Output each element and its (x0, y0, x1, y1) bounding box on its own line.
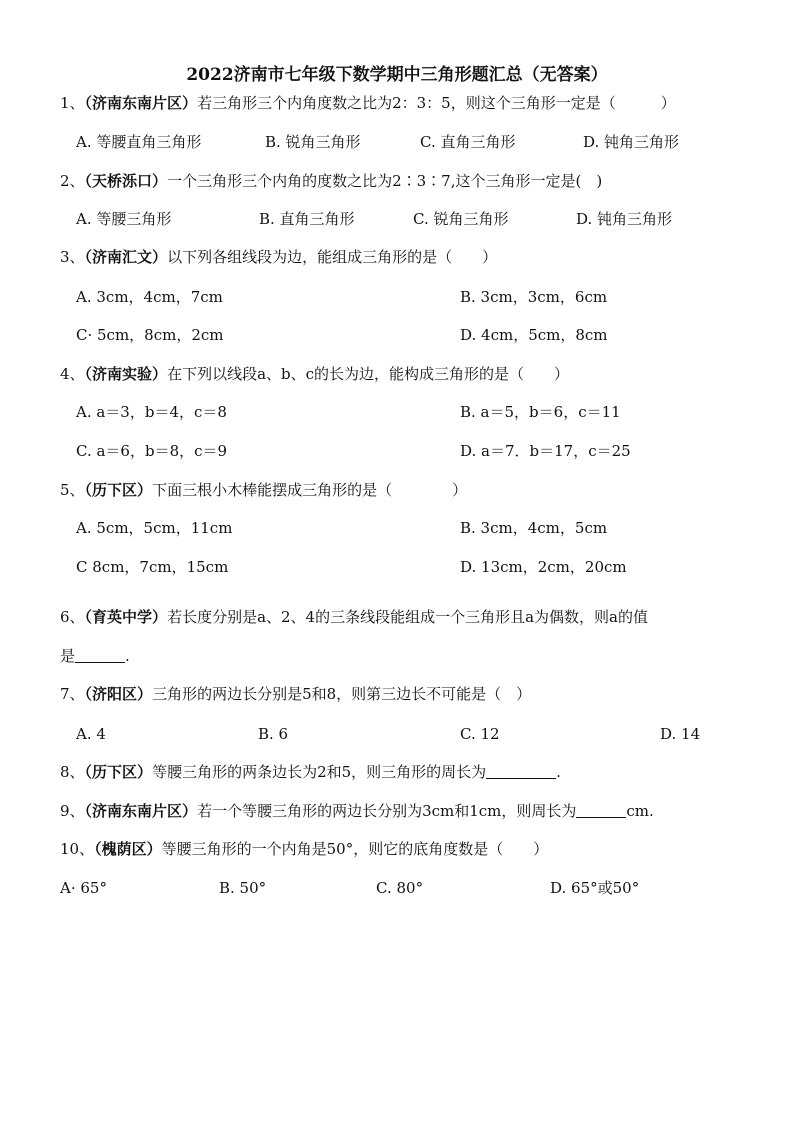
question-number: 1、 (60, 94, 85, 112)
question-text-end: . (556, 763, 561, 781)
question-8 (60, 761, 561, 783)
question-9 (60, 800, 654, 822)
question-1 (60, 92, 676, 114)
question-text: 若长度分别是a、2、4的三条线段能组成一个三角形且a为偶数，则a的值 (167, 608, 648, 626)
option-c: C 8cm，7cm，15cm (76, 558, 229, 576)
question-number: 5、 (60, 481, 85, 499)
option-a: A. a＝3，b＝4，c＝8 (76, 403, 227, 421)
option-d: D. 13cm，2cm，20cm (460, 558, 627, 576)
question-2 (60, 170, 602, 192)
question-6-continued (60, 645, 130, 667)
option-b: B. 3cm，4cm，5cm (460, 519, 608, 537)
question-source: （济南汇文） (84, 248, 168, 266)
question-text-end: . (125, 647, 130, 665)
question-text: 下面三根小木棒能摆成三角形的是（ ） (152, 481, 468, 499)
option-a: A. 等腰三角形 (76, 210, 172, 228)
question-source: （历下区） (84, 481, 153, 499)
question-source: （历下区） (84, 763, 153, 781)
question-number: 7、 (60, 685, 85, 703)
option-b: B. 6 (258, 725, 289, 743)
option-d: D. 65°或50° (550, 879, 640, 897)
option-c: C. a＝6，b＝8，c＝9 (76, 442, 228, 460)
option-b: B. 锐角三角形 (265, 133, 361, 151)
question-7 (60, 683, 531, 705)
question-text-end: cm. (626, 802, 654, 820)
option-a: A. 等腰直角三角形 (76, 133, 202, 151)
question-source: （济南东南片区） (84, 802, 198, 820)
question-text: 若三角形三个内角度数之比为2：3：5，则这个三角形一定是（ ） (197, 94, 676, 112)
question-number: 3、 (60, 248, 85, 266)
option-c: C. 直角三角形 (420, 133, 516, 151)
option-a: A. 4 (76, 725, 106, 743)
question-number: 10、 (60, 840, 95, 858)
question-number: 6、 (60, 608, 85, 626)
question-number: 8、 (60, 763, 85, 781)
option-b: B. 3cm，3cm，6cm (460, 288, 608, 306)
question-6 (60, 606, 648, 628)
question-text: 三角形的两边长分别是5和8，则第三边长不可能是（ ） (152, 685, 532, 703)
question-source: （济阳区） (84, 685, 153, 703)
question-3 (60, 246, 497, 268)
question-4 (60, 363, 569, 385)
question-10 (60, 838, 548, 860)
question-source: （天桥泺口） (84, 172, 168, 190)
question-5 (60, 479, 467, 501)
question-number: 2、 (60, 172, 85, 190)
option-a: A. 5cm，5cm，11cm (76, 519, 233, 537)
question-text: 以下列各组线段为边，能组成三角形的是（ ） (167, 248, 498, 266)
option-a: A. 3cm，4cm，7cm (76, 288, 223, 306)
question-source: （槐荫区） (94, 840, 162, 858)
page-title: 2022济南市七年级下数学期中三角形题汇总（无答案） (186, 65, 608, 85)
option-c: C. 12 (460, 725, 500, 743)
option-c: C. 80° (376, 879, 424, 897)
question-text: 在下列以线段a、b、c的长为边，能构成三角形的是（ ） (167, 365, 570, 383)
option-b: B. a＝5，b＝6，c＝11 (460, 403, 621, 421)
question-text: 一个三角形三个内角的度数之比为2∶3∶7,这个三角形一定是( ) (167, 172, 603, 190)
question-number: 9、 (60, 802, 85, 820)
question-source: （育英中学） (84, 608, 168, 626)
question-text: 是 (60, 647, 76, 665)
option-d: D. 钝角三角形 (576, 210, 673, 228)
question-number: 4、 (60, 365, 85, 383)
question-source: （济南实验） (84, 365, 168, 383)
question-text: 等腰三角形的两条边长为2和5，则三角形的周长为 (152, 763, 487, 781)
option-c: C· 5cm，8cm，2cm (76, 326, 224, 344)
answer-blank[interactable] (75, 646, 125, 663)
option-d: D. 钝角三角形 (583, 133, 680, 151)
option-d: D. 14 (660, 725, 701, 743)
option-b: B. 50° (219, 879, 267, 897)
answer-blank[interactable] (576, 801, 626, 818)
question-text: 等腰三角形的一个内角是50°，则它的底角度数是（ ） (161, 840, 549, 858)
option-a: A· 65° (60, 879, 107, 897)
answer-blank[interactable] (486, 762, 556, 779)
option-b: B. 直角三角形 (259, 210, 355, 228)
question-text: 若一个等腰三角形的两边长分别为3cm和1cm，则周长为 (197, 802, 577, 820)
option-c: C. 锐角三角形 (413, 210, 509, 228)
option-d: D. a＝7．b＝17，c＝25 (460, 442, 631, 460)
question-source: （济南东南片区） (84, 94, 198, 112)
option-d: D. 4cm，5cm，8cm (460, 326, 608, 344)
